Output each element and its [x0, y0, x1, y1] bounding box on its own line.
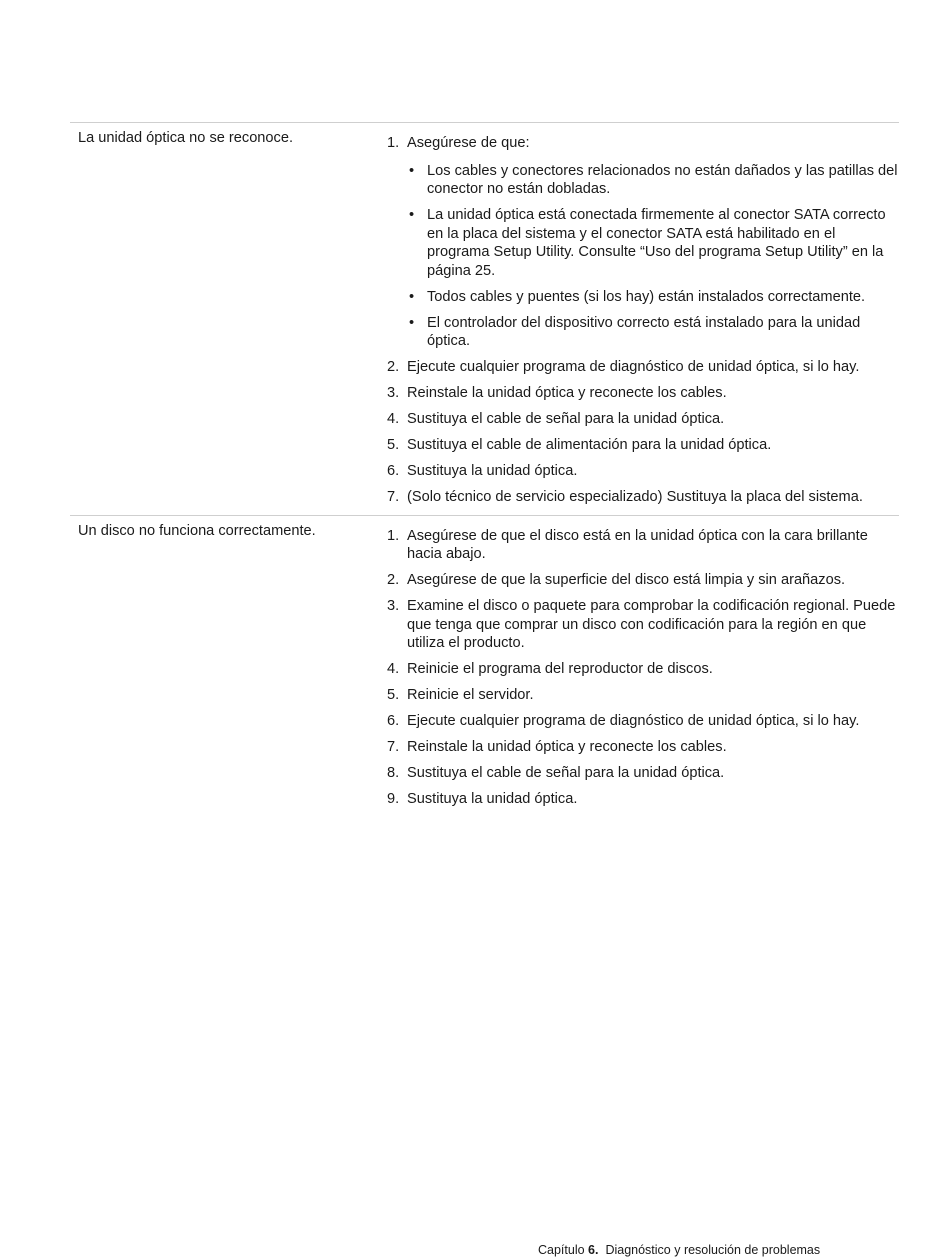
action-step — [387, 527, 899, 564]
action-step — [387, 410, 899, 429]
step-number: 6. — [387, 713, 400, 729]
step-number: 7. — [387, 739, 400, 755]
step-number: 7. — [387, 489, 400, 505]
step-number: 3. — [387, 598, 400, 614]
step-number: 6. — [387, 463, 400, 479]
sub-list-item: • Todos cables y puentes (si los hay) están instalados correctamente. — [409, 288, 866, 305]
step-number: 4. — [387, 661, 400, 677]
step-number: 1. — [387, 527, 400, 544]
step-text: Sustituya el cable de alimentación para la unidad óptica. — [407, 437, 772, 453]
step-text: Sustituya el cable de señal para la unidad óptica. — [407, 765, 725, 781]
bullet-icon: • — [409, 207, 415, 223]
bullet-icon: • — [409, 314, 415, 331]
step-text: Sustituya la unidad óptica. — [407, 463, 578, 479]
step-number: 2. — [387, 572, 400, 588]
step-number: 8. — [387, 765, 400, 781]
action-steps — [387, 134, 899, 507]
action-step — [387, 686, 899, 705]
chapter-number: 6 — [588, 1243, 595, 1257]
action-step — [387, 738, 899, 757]
action-step — [387, 134, 899, 351]
step-text: Examine el disco o paquete para comprobar la codificación regional. Puede que tenga que comprar un disco con codificación para la región en que utiliza el producto. — [407, 598, 896, 651]
step-number: 9. — [387, 791, 400, 807]
action-step — [387, 790, 899, 809]
chapter-label: Capítulo — [538, 1243, 585, 1257]
step-number: 5. — [387, 687, 400, 703]
page-footer: Capítulo 6. Diagnóstico y resolución de problemas — [538, 1243, 821, 1257]
sub-list-item: • El controlador del dispositivo correcto está instalado para la unidad óptica. — [409, 314, 861, 349]
action-step — [387, 488, 899, 507]
bullet-icon: • — [409, 288, 415, 305]
action-step — [387, 712, 899, 731]
troubleshooting-table — [70, 122, 899, 817]
action-step — [387, 597, 899, 653]
action-step — [387, 384, 899, 403]
table-row — [70, 122, 899, 515]
table-row — [70, 515, 899, 817]
step-text: Asegúrese de que la superficie del disco está limpia y sin arañazos. — [407, 572, 846, 588]
step-text: Reinicie el servidor. — [407, 687, 534, 703]
step-text: Sustituya la unidad óptica. — [407, 791, 578, 807]
action-step — [387, 462, 899, 481]
action-step — [387, 660, 899, 679]
action-step — [387, 436, 899, 455]
symptom-cell: Un disco no funciona correctamente. — [78, 522, 316, 539]
step-text: Asegúrese de que: — [407, 135, 530, 151]
action-cell — [387, 516, 899, 817]
bullet-icon: • — [409, 162, 415, 179]
action-cell — [387, 123, 899, 515]
step-text: Asegúrese de que el disco está en la unidad óptica con la cara brillante hacia abajo. — [407, 527, 868, 562]
step-number: 3. — [387, 385, 400, 401]
step-number: 2. — [387, 359, 400, 375]
step-number: 5. — [387, 437, 400, 453]
step-number: 1. — [387, 135, 400, 151]
step-number: 4. — [387, 411, 400, 427]
sub-list-item: • Los cables y conectores relacionados no están dañados y las patillas del conector no están dobladas. — [409, 162, 898, 197]
step-text: (Solo técnico de servicio especializado) Sustituya la placa del sistema. — [407, 489, 863, 505]
step-text: Reinstale la unidad óptica y reconecte los cables. — [407, 739, 727, 755]
action-steps — [387, 527, 899, 809]
action-step — [387, 764, 899, 783]
step-text: Ejecute cualquier programa de diagnóstico de unidad óptica, si lo hay. — [407, 713, 860, 729]
symptom-cell: La unidad óptica no se reconoce. — [78, 130, 294, 146]
step-text: Reinstale la unidad óptica y reconecte los cables. — [407, 385, 727, 401]
action-step — [387, 571, 899, 590]
sub-list — [407, 162, 899, 351]
step-text: Ejecute cualquier programa de diagnóstico de unidad óptica, si lo hay. — [407, 359, 860, 375]
step-text: Reinicie el programa del reproductor de discos. — [407, 661, 713, 677]
sub-list-item: • La unidad óptica está conectada firmemente al conector SATA correcto en la placa del sistema y el conector SATA está habilitado en el programa Setup Utility. Consulte “Uso del programa Setup Utility” en la página 25. — [409, 207, 886, 279]
chapter-title: Diagnóstico y resolución de problemas — [605, 1243, 821, 1257]
step-text: Sustituya el cable de señal para la unidad óptica. — [407, 411, 725, 427]
action-step — [387, 358, 899, 377]
